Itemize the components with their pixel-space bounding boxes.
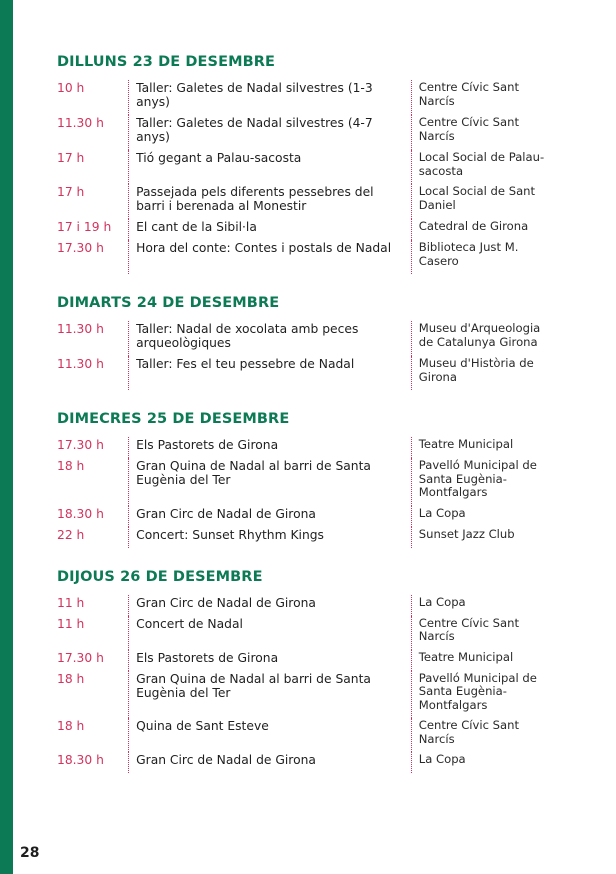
event-time: 17 i 19 h <box>57 220 112 234</box>
event-place: Museu d'Arqueologia de Catalunya Girona <box>418 321 541 349</box>
event-time: 11.30 h <box>57 357 104 371</box>
event-place: Biblioteca Just M. Casero <box>418 240 519 268</box>
dotted-divider <box>405 184 412 219</box>
event-time: 17 h <box>57 151 85 165</box>
event-title: Taller: Fes el teu pessebre de Nadal <box>136 357 355 371</box>
event-title: Taller: Nadal de xocolata amb peces arqueològiques <box>136 322 359 350</box>
dotted-divider <box>120 458 129 506</box>
event-row <box>57 184 557 219</box>
dotted-divider <box>405 595 412 616</box>
event-row <box>57 219 557 240</box>
event-row <box>57 80 557 115</box>
event-row <box>57 650 557 671</box>
event-place: Centre Cívic Sant Narcís <box>418 615 520 643</box>
dotted-divider <box>120 616 129 650</box>
event-time: 22 h <box>57 527 85 542</box>
event-time: 11 h <box>57 616 85 631</box>
dotted-divider <box>120 219 129 240</box>
event-title: Gran Quina de Nadal al barri de Santa Eugènia del Ter <box>136 671 371 700</box>
dotted-divider <box>405 671 412 719</box>
event-place: Centre Cívic Sant Narcís <box>418 80 520 108</box>
event-time: 17.30 h <box>57 438 104 452</box>
event-title: Els Pastorets de Girona <box>136 650 279 665</box>
event-time: 11.30 h <box>57 322 104 336</box>
event-place: Catedral de Girona <box>418 219 529 233</box>
dotted-divider <box>120 650 129 671</box>
day-title: DIMARTS 24 DE DESEMBRE <box>57 295 280 311</box>
event-row <box>57 718 557 752</box>
event-place: Teatre Municipal <box>418 437 514 451</box>
event-title: Gran Circ de Nadal de Girona <box>136 753 316 767</box>
event-row <box>57 506 557 527</box>
event-row <box>57 752 557 773</box>
dotted-divider <box>405 150 412 184</box>
event-row <box>57 527 557 548</box>
event-place: Local Social de Palau-sacosta <box>418 150 545 178</box>
event-place: La Copa <box>418 752 466 766</box>
event-place: Teatre Municipal <box>418 649 514 664</box>
dotted-divider <box>120 718 129 752</box>
page-number: 28 <box>20 845 40 861</box>
event-title: Taller: Galetes de Nadal silvestres (1-3 anys) <box>136 81 373 109</box>
event-time: 18 h <box>57 719 85 733</box>
dotted-divider <box>120 356 129 390</box>
event-title: El cant de la Sibil·la <box>136 220 257 234</box>
event-title: Gran Circ de Nadal de Girona <box>136 595 316 610</box>
event-place: La Copa <box>418 505 466 520</box>
day-title: DIJOUS 26 DE DESEMBRE <box>57 568 263 585</box>
event-row <box>57 616 557 650</box>
dotted-divider <box>405 219 412 240</box>
event-title: Taller: Galetes de Nadal silvestres (4-7 anys) <box>136 116 373 144</box>
dotted-divider <box>120 437 129 458</box>
event-title: Passejada pels diferents pessebres del barri i berenada al Monestir <box>136 185 374 213</box>
event-place: Centre Cívic Sant Narcís <box>418 718 520 746</box>
event-title: Gran Quina de Nadal al barri de Santa Eugènia del Ter <box>136 459 371 487</box>
dotted-divider <box>405 240 412 274</box>
event-time: 18.30 h <box>57 753 104 767</box>
event-time: 10 h <box>57 81 85 95</box>
dotted-divider <box>120 752 129 773</box>
event-place: La Copa <box>418 594 466 609</box>
dotted-divider <box>405 80 412 115</box>
dotted-divider <box>120 184 129 219</box>
event-row <box>57 595 557 616</box>
day-title: DILLUNS 23 DE DESEMBRE <box>57 54 276 70</box>
dotted-divider <box>120 506 129 527</box>
dotted-divider <box>120 671 129 719</box>
green-side-bar <box>0 0 13 874</box>
day-title: DIMECRES 25 DE DESEMBRE <box>57 411 290 427</box>
event-time: 17.30 h <box>57 241 104 255</box>
event-row <box>57 356 557 390</box>
event-time: 11 h <box>57 595 85 610</box>
day-section <box>57 52 557 274</box>
day-section <box>57 293 557 390</box>
dotted-divider <box>405 752 412 773</box>
dotted-divider <box>405 437 412 458</box>
dotted-divider <box>405 356 412 390</box>
dotted-divider <box>405 321 412 356</box>
event-title: Tió gegant a Palau-sacosta <box>136 151 302 165</box>
dotted-divider <box>120 527 129 548</box>
event-place: Pavelló Municipal de Santa Eugènia-Montfalgars <box>418 458 537 499</box>
event-title: Els Pastorets de Girona <box>136 438 279 452</box>
dotted-divider <box>405 616 412 650</box>
event-title: Hora del conte: Contes i postals de Nadal <box>136 241 392 255</box>
event-place: Sunset Jazz Club <box>418 526 515 541</box>
event-row <box>57 321 557 356</box>
dotted-divider <box>120 80 129 115</box>
dotted-divider <box>405 718 412 752</box>
event-place: Museu d'Història de Girona <box>418 356 534 384</box>
event-time: 11.30 h <box>57 116 104 130</box>
event-time: 17.30 h <box>57 650 104 665</box>
event-title: Quina de Sant Esteve <box>136 719 269 733</box>
event-time: 18 h <box>57 671 85 686</box>
event-row <box>57 458 557 506</box>
day-section <box>57 409 557 548</box>
dotted-divider <box>405 506 412 527</box>
dotted-divider <box>405 458 412 506</box>
event-title: Concert: Sunset Rhythm Kings <box>136 527 324 542</box>
event-place: Local Social de Sant Daniel <box>418 184 536 212</box>
event-time: 18 h <box>57 459 85 473</box>
dotted-divider <box>405 527 412 548</box>
event-row <box>57 115 557 150</box>
dotted-divider <box>120 240 129 274</box>
dotted-divider <box>405 115 412 150</box>
event-row <box>57 437 557 458</box>
dotted-divider <box>120 321 129 356</box>
event-row <box>57 150 557 184</box>
event-row <box>57 240 557 274</box>
event-place: Centre Cívic Sant Narcís <box>418 115 520 143</box>
event-time: 18.30 h <box>57 506 104 521</box>
event-time: 17 h <box>57 185 85 199</box>
event-title: Concert de Nadal <box>136 616 243 631</box>
day-section <box>57 567 557 774</box>
dotted-divider <box>120 150 129 184</box>
dotted-divider <box>405 650 412 671</box>
agenda <box>57 52 557 792</box>
event-row <box>57 671 557 719</box>
event-title: Gran Circ de Nadal de Girona <box>136 506 316 521</box>
dotted-divider <box>120 115 129 150</box>
event-place: Pavelló Municipal de Santa Eugènia-Montfalgars <box>418 670 537 712</box>
dotted-divider <box>120 595 129 616</box>
